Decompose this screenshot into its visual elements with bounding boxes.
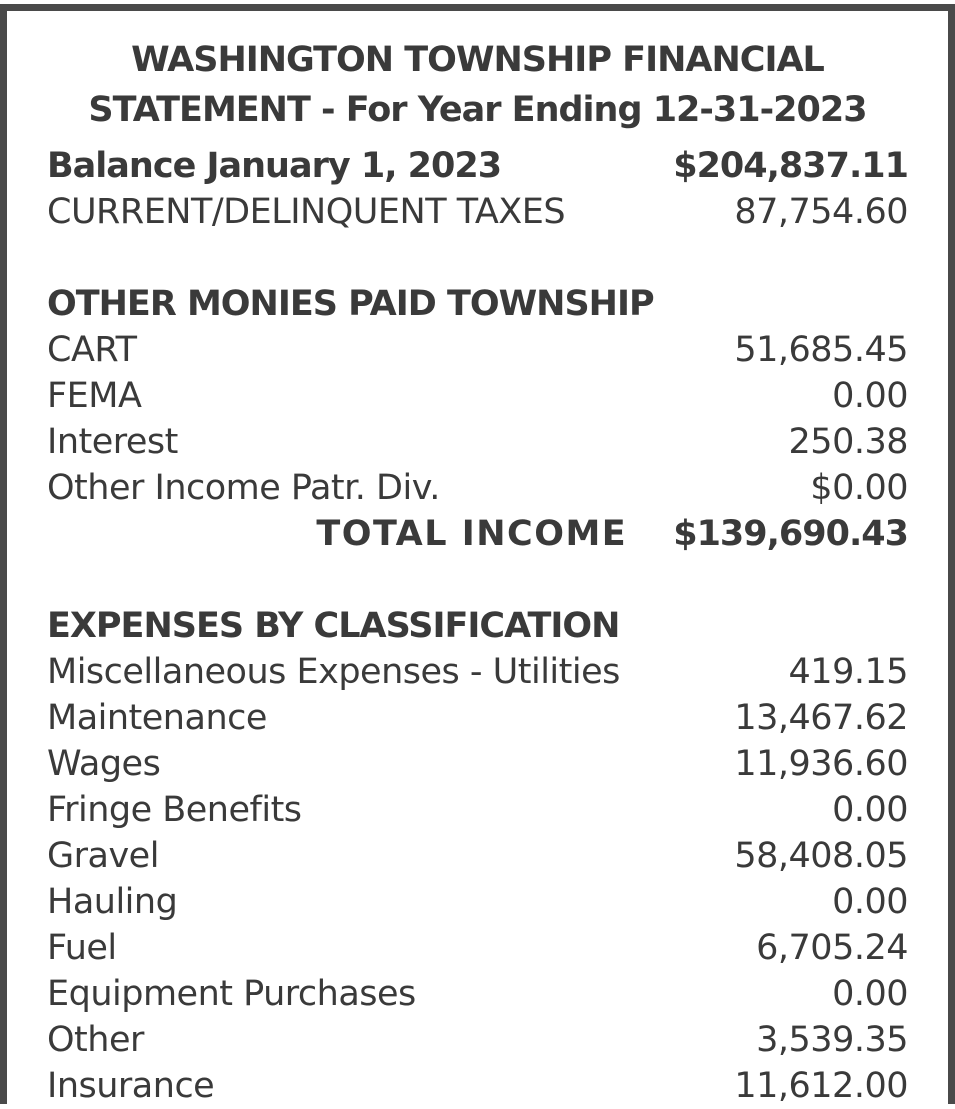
- expense-item: [47, 741, 908, 787]
- expense-value: 0.00: [832, 882, 908, 922]
- statement-title: [47, 35, 908, 135]
- expense-label: Insurance: [47, 1066, 215, 1106]
- line-item: [47, 465, 908, 511]
- expense-label: Gravel: [47, 836, 159, 876]
- line-item-value: 51,685.45: [734, 330, 908, 370]
- expense-value: 0.00: [832, 790, 908, 830]
- other-monies-heading: OTHER MONIES PAID TOWNSHIP: [47, 284, 654, 324]
- expense-label: Equipment Purchases: [47, 974, 416, 1014]
- taxes-value: 87,754.60: [734, 192, 908, 232]
- balance-row: [47, 143, 908, 189]
- expense-item: [47, 925, 908, 971]
- expense-value: 419.15: [788, 652, 908, 692]
- line-item: [47, 419, 908, 465]
- expense-label: Maintenance: [47, 698, 267, 738]
- expense-value: 11,936.60: [734, 744, 908, 784]
- expense-value: 3,539.35: [756, 1020, 908, 1060]
- balance-value: $204,837.11: [673, 146, 908, 186]
- expense-label: Other: [47, 1020, 144, 1060]
- expense-label: Hauling: [47, 882, 178, 922]
- total-income-label: TOTAL INCOME: [316, 514, 628, 554]
- title-line-2: STATEMENT - For Year Ending 12-31-2023: [88, 90, 867, 130]
- taxes-row: [47, 189, 908, 235]
- expense-item: [47, 787, 908, 833]
- line-item-value: 0.00: [832, 376, 908, 416]
- statement-rows: [47, 143, 908, 1109]
- section-spacer: [47, 557, 908, 603]
- expense-value: 13,467.62: [734, 698, 908, 738]
- line-item-label: Other Income Patr. Div.: [47, 468, 440, 508]
- expense-value: 11,612.00: [734, 1066, 908, 1106]
- expense-value: 6,705.24: [756, 928, 908, 968]
- expense-label: Miscellaneous Expenses - Utilities: [47, 652, 620, 692]
- taxes-label: CURRENT/DELINQUENT TAXES: [47, 192, 566, 232]
- total-income-row: [47, 511, 908, 557]
- statement-frame: [0, 4, 955, 1104]
- section-spacer: [47, 235, 908, 281]
- expense-item: [47, 1017, 908, 1063]
- expense-label: Fuel: [47, 928, 117, 968]
- expense-label: Wages: [47, 744, 161, 784]
- balance-label: Balance January 1, 2023: [47, 146, 502, 186]
- line-item-label: FEMA: [47, 376, 142, 416]
- expense-item: [47, 971, 908, 1017]
- expense-item: [47, 695, 908, 741]
- line-item-label: Interest: [47, 422, 178, 462]
- expense-value: 0.00: [832, 974, 908, 1014]
- line-item-value: 250.38: [788, 422, 908, 462]
- line-item: [47, 327, 908, 373]
- statement-content: [47, 35, 908, 1109]
- line-item-value: $0.00: [810, 468, 908, 508]
- title-line-1: WASHINGTON TOWNSHIP FINANCIAL: [131, 40, 824, 80]
- expense-value: 58,408.05: [734, 836, 908, 876]
- line-item: [47, 373, 908, 419]
- expense-item: [47, 1063, 908, 1109]
- expense-item: [47, 833, 908, 879]
- expenses-heading: EXPENSES BY CLASSIFICATION: [47, 606, 620, 646]
- total-income-value: $139,690.43: [673, 514, 908, 554]
- line-item-label: CART: [47, 330, 137, 370]
- expense-item: [47, 879, 908, 925]
- expense-item: [47, 649, 908, 695]
- expense-label: Fringe Benefits: [47, 790, 302, 830]
